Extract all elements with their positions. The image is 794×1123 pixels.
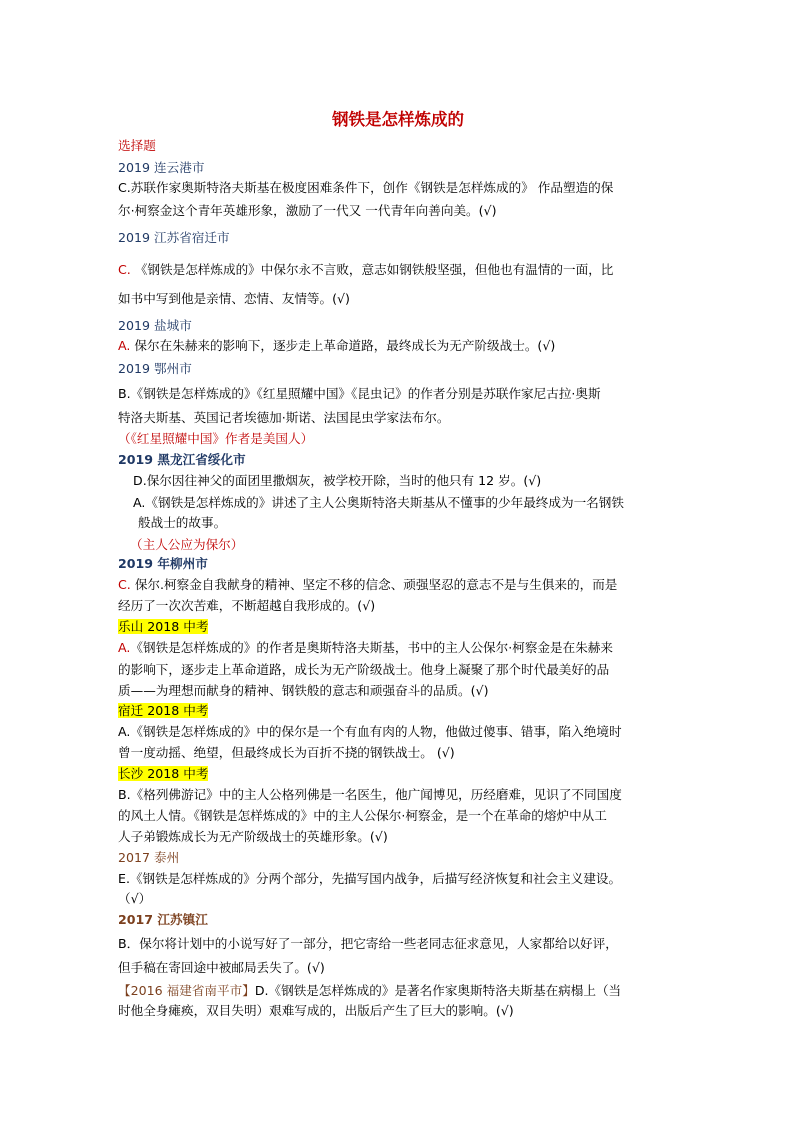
question-line: 曾一度动摇、绝望，但最终成长为百折不挠的钢铁战士。 (√)	[118, 745, 455, 760]
question-line	[118, 577, 617, 593]
question-line: 的影响下，逐步走上革命道路，成长为无产阶级战士。他身上凝聚了那个时代最美好的品	[118, 662, 610, 677]
question-line: 般战士的故事。	[138, 515, 227, 530]
question-line: 人子弟锻炼成长为无产阶级战士的英雄形象。(√)	[118, 829, 388, 844]
option-letter: C.	[118, 577, 131, 592]
question-line: 的风土人情。《钢铁是怎样炼成的》中的主人公保尔·柯察金，是一个在革命的熔炉中从工	[118, 808, 607, 823]
source-label	[118, 619, 208, 635]
question-line: 经历了一次次苦难，不断超越自我形成的。(√)	[118, 598, 376, 613]
source-label	[118, 766, 208, 782]
question-text: 保尔.柯察金自我献身的精神、坚定不移的信念、顽强坚忍的意志不是与生俱来的，而是	[134, 577, 618, 592]
option-letter: C.	[118, 262, 131, 277]
question-line: B．保尔将计划中的小说写好了一部分，把它寄给一些老同志征求意见，人家都给以好评，	[118, 936, 618, 951]
question-line: E.《钢铁是怎样炼成的》分两个部分，先描写国内战争，后描写经济恢复和社会主义建设。	[118, 871, 622, 886]
question-line: A.《钢铁是怎样炼成的》讲述了主人公奥斯特洛夫斯基从不懂事的少年最终成为一名钢铁	[133, 495, 624, 510]
question-text: 《钢铁是怎样炼成的》的作者是奥斯特洛夫斯基，书中的主人公保尔·柯察金是在朱赫来	[130, 640, 613, 655]
question-line: 但手稿在寄回途中被邮局丢失了。(√)	[118, 960, 325, 975]
source-label: 2019 鄂州市	[118, 361, 192, 376]
question-line: 时他全身瘫痪，双目失明）艰难写成的，出版后产生了巨大的影响。(√)	[118, 1003, 514, 1018]
question-line: B.《钢铁是怎样炼成的》《红星照耀中国》《昆虫记》的作者分别是苏联作家尼古拉·奥斯	[118, 386, 601, 401]
question-text: D.《钢铁是怎样炼成的》是著名作家奥斯特洛夫斯基在病榻上（当	[254, 983, 622, 998]
question-text: 保尔在朱赫来的影响下，逐步走上革命道路，最终成长为无产阶级战士。(√)	[134, 338, 556, 353]
question-line: 质——为理想而献身的精神、钢铁般的意志和顽强奋斗的品质。(√)	[118, 683, 489, 698]
page-title: 钢铁是怎样炼成的	[332, 110, 464, 129]
highlighted-source: 宿迁 2018 中考	[118, 703, 209, 718]
source-label: 2017 江苏镇江	[118, 912, 208, 927]
question-line: D.保尔因往神父的面团里撒烟灰，被学校开除，当时的他只有 12 岁。(√)	[133, 473, 542, 488]
source-label: 2019 盐城市	[118, 318, 192, 333]
question-line: C.苏联作家奥斯特洛夫斯基在极度困难条件下，创作《钢铁是怎样炼成的》 作品塑造的保	[118, 180, 614, 195]
question-line	[118, 983, 621, 999]
question-text: 《钢铁是怎样炼成的》中保尔永不言败，意志如钢铁般坚强，但他也有温情的一面，比	[134, 262, 614, 277]
question-line: 如书中写到他是亲情、恋情、友情等。(√)	[118, 291, 350, 306]
question-line	[118, 262, 613, 278]
source-label	[118, 703, 208, 719]
question-line: A.《钢铁是怎样炼成的》中的保尔是一个有血有肉的人物，他做过傻事、错事，陷入绝境时	[118, 724, 622, 739]
source-label: 2019 年柳州市	[118, 556, 208, 571]
question-line	[118, 338, 555, 354]
answer-note: （《红星照耀中国》作者是美国人）	[118, 431, 314, 446]
source-label: 2019 黑龙江省绥化市	[118, 452, 246, 467]
option-letter: A.	[118, 338, 131, 353]
option-letter: A.	[118, 640, 131, 655]
section-heading: 选择题	[118, 138, 156, 153]
question-line	[118, 640, 613, 656]
answer-note: （主人公应为保尔）	[130, 537, 244, 552]
highlighted-source: 长沙 2018 中考	[118, 766, 209, 781]
source-label: 2017 泰州	[118, 850, 180, 865]
source-label: 2019 江苏省宿迁市	[118, 230, 230, 245]
source-label: 2019 连云港市	[118, 160, 205, 175]
highlighted-source: 乐山 2018 中考	[118, 619, 209, 634]
question-line: 尔·柯察金这个青年英雄形象，激励了一代又 一代青年向善向美。(√)	[118, 203, 497, 218]
source-label: 【2016 福建省南平市】	[118, 983, 255, 998]
question-line: B.《格列佛游记》中的主人公格列佛是一名医生，他广闻博见，历经磨难，见识了不同国度	[118, 787, 622, 802]
question-line: （√）	[118, 891, 152, 906]
question-line: 特洛夫斯基、英国记者埃德加·斯诺、法国昆虫学家法布尔。	[118, 410, 450, 425]
